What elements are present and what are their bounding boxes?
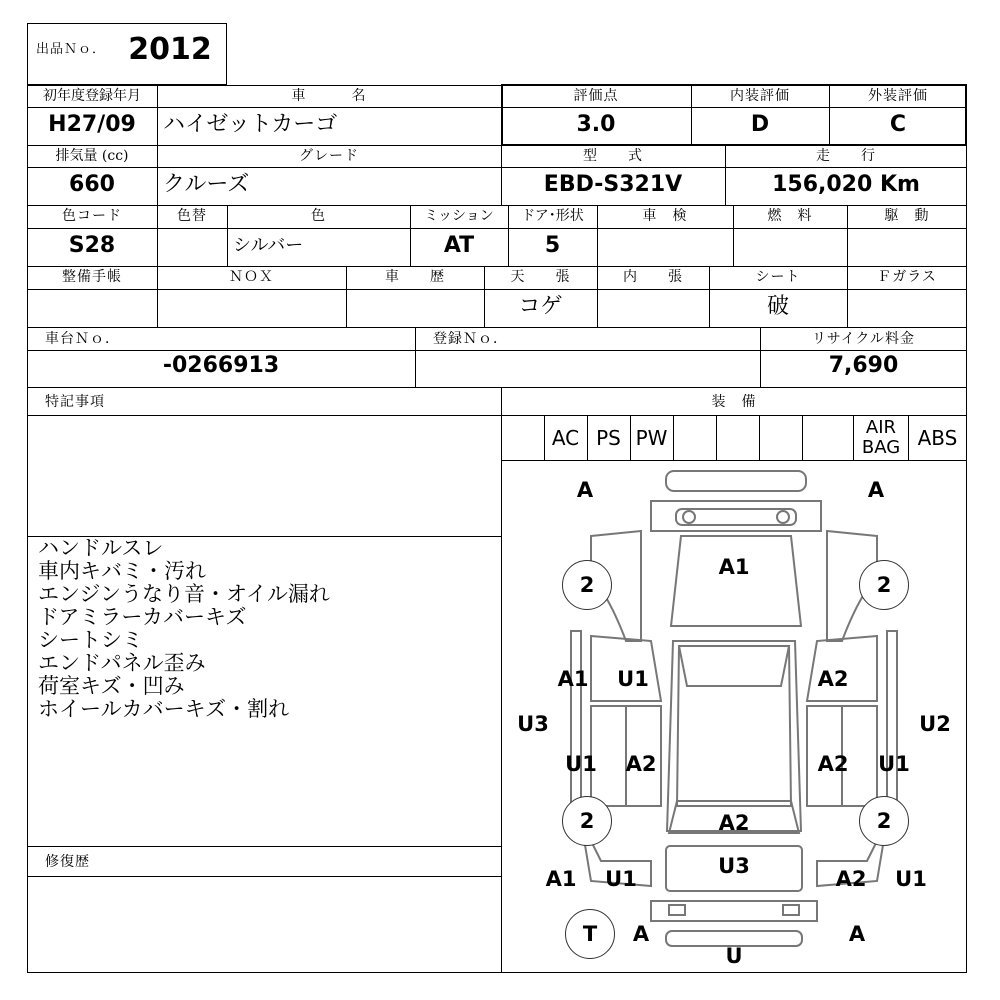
nox-label: ＮＯＸ (229, 269, 274, 285)
note-item: ホイールカバーキズ・割れ (38, 697, 290, 721)
mileage-label: 走 行 (816, 148, 876, 164)
note-item: エンジンうなり音・オイル漏れ (38, 582, 330, 606)
damage-mark: U1 (565, 752, 597, 776)
displacement-label: 排気量 (cc) (55, 148, 129, 164)
special-notes-label: 特記事項 (45, 394, 105, 410)
front-glass-label: Ｆガラス (877, 269, 937, 285)
vehicle-history-label: 車 歴 (385, 269, 445, 285)
service-record-label: 整備手帳 (62, 269, 122, 285)
headliner-label: 天 張 (510, 269, 571, 285)
transmission-value: AT (443, 233, 475, 258)
damage-mark: U (725, 944, 743, 968)
tire-grade-mark: 2 (859, 560, 909, 610)
equipment-cell (802, 416, 853, 460)
chassis-number-label: 車台Ｎｏ． (45, 331, 120, 347)
lot-number-value: 2012 (128, 32, 212, 67)
damage-mark: A2 (835, 867, 867, 891)
grade-label: グレード (299, 148, 359, 164)
equipment-cell-pw: PW (635, 426, 668, 450)
equipment-cell (673, 416, 716, 460)
score-value: 3.0 (576, 112, 616, 137)
seat-label: シート (755, 269, 801, 285)
color-code-label: 色コード (62, 208, 122, 224)
interior-trim-label: 内 張 (623, 269, 683, 285)
damage-mark: A (867, 478, 885, 502)
recycle-fee-label: リサイクル料金 (811, 331, 916, 347)
car-diagram-outline (501, 461, 967, 973)
damage-mark: A1 (557, 667, 589, 691)
interior-grade-label: 内装評価 (730, 88, 790, 104)
equipment-cell (759, 416, 802, 460)
equipment-cell-airbag: AIR BAG (861, 417, 901, 458)
color-code-value: S28 (68, 233, 116, 258)
repair-history-label: 修復歴 (45, 854, 90, 870)
damage-mark: A1 (545, 867, 577, 891)
damage-mark: U1 (605, 867, 637, 891)
inspection-label: 車 検 (642, 208, 688, 224)
equipment-cell-ac: AC (551, 426, 580, 450)
color-value: シルバー (233, 235, 304, 256)
model-code-value: EBD-S321V (543, 172, 683, 197)
special-notes-list (38, 537, 330, 721)
car-name-value: ハイゼットカーゴ (163, 112, 338, 137)
spare-tire-mark: T (565, 909, 615, 959)
recycle-fee-value: 7,690 (828, 353, 899, 378)
damage-mark: U1 (878, 752, 910, 776)
tire-grade-mark: 2 (562, 560, 612, 610)
transmission-label: ミッション (424, 208, 494, 224)
equipment-cell (716, 416, 759, 460)
tire-grade-mark: 2 (562, 796, 612, 846)
note-item: 車内キバミ・汚れ (38, 559, 206, 583)
lot-number-label: 出品Ｎｏ． (36, 42, 107, 57)
chassis-number-value: -0266913 (162, 353, 280, 378)
damage-mark: A2 (817, 667, 849, 691)
note-item: エンドパネル歪み (38, 651, 206, 675)
displacement-value: 660 (69, 172, 115, 197)
damage-mark: A2 (625, 752, 657, 776)
equipment-cell-abs: ABS (917, 426, 958, 450)
interior-grade-value: D (750, 112, 770, 137)
damage-mark: A2 (817, 752, 849, 776)
damage-mark: U2 (919, 712, 951, 736)
registration-number-label: 登録Ｎｏ． (433, 331, 508, 347)
exterior-grade-value: C (889, 112, 907, 137)
model-code-label: 型 式 (583, 148, 643, 164)
equipment-label: 装 備 (711, 394, 757, 410)
exterior-grade-label: 外装評価 (868, 88, 928, 104)
headliner-value: コゲ (518, 294, 563, 319)
note-item: シートシミ (38, 628, 143, 652)
damage-mark: A (848, 922, 866, 946)
car-name-label: 車 名 (291, 88, 367, 104)
equipment-cell-ps: PS (596, 426, 621, 450)
first-registration-label: 初年度登録年月 (43, 88, 141, 104)
damage-mark: A1 (718, 555, 750, 579)
first-registration-value: H27/09 (48, 112, 136, 137)
door-shape-value: 5 (544, 233, 561, 258)
damage-mark: U1 (617, 667, 649, 691)
drive-label: 駆 動 (884, 208, 930, 224)
damage-mark: U1 (895, 867, 927, 891)
door-shape-label: ドア･形状 (521, 208, 584, 224)
note-item: ドアミラーカバーキズ (38, 605, 247, 629)
equipment-cell (501, 416, 544, 460)
grade-value: クルーズ (163, 172, 250, 197)
damage-mark: A (576, 478, 594, 502)
damage-mark: A (632, 922, 650, 946)
seat-value: 破 (766, 294, 789, 319)
damage-mark: U3 (718, 854, 750, 878)
note-item: 荷室キズ・凹み (38, 674, 185, 698)
repaint-label: 色替 (177, 208, 207, 224)
fuel-label: 燃 料 (767, 208, 813, 224)
damage-mark: U3 (517, 712, 549, 736)
color-label: 色 (311, 208, 326, 224)
damage-mark: A2 (718, 811, 750, 835)
note-item: ハンドルスレ (38, 536, 164, 560)
tire-grade-mark: 2 (859, 796, 909, 846)
mileage-value: 156,020 Km (772, 172, 920, 197)
score-label: 評価点 (573, 88, 619, 104)
